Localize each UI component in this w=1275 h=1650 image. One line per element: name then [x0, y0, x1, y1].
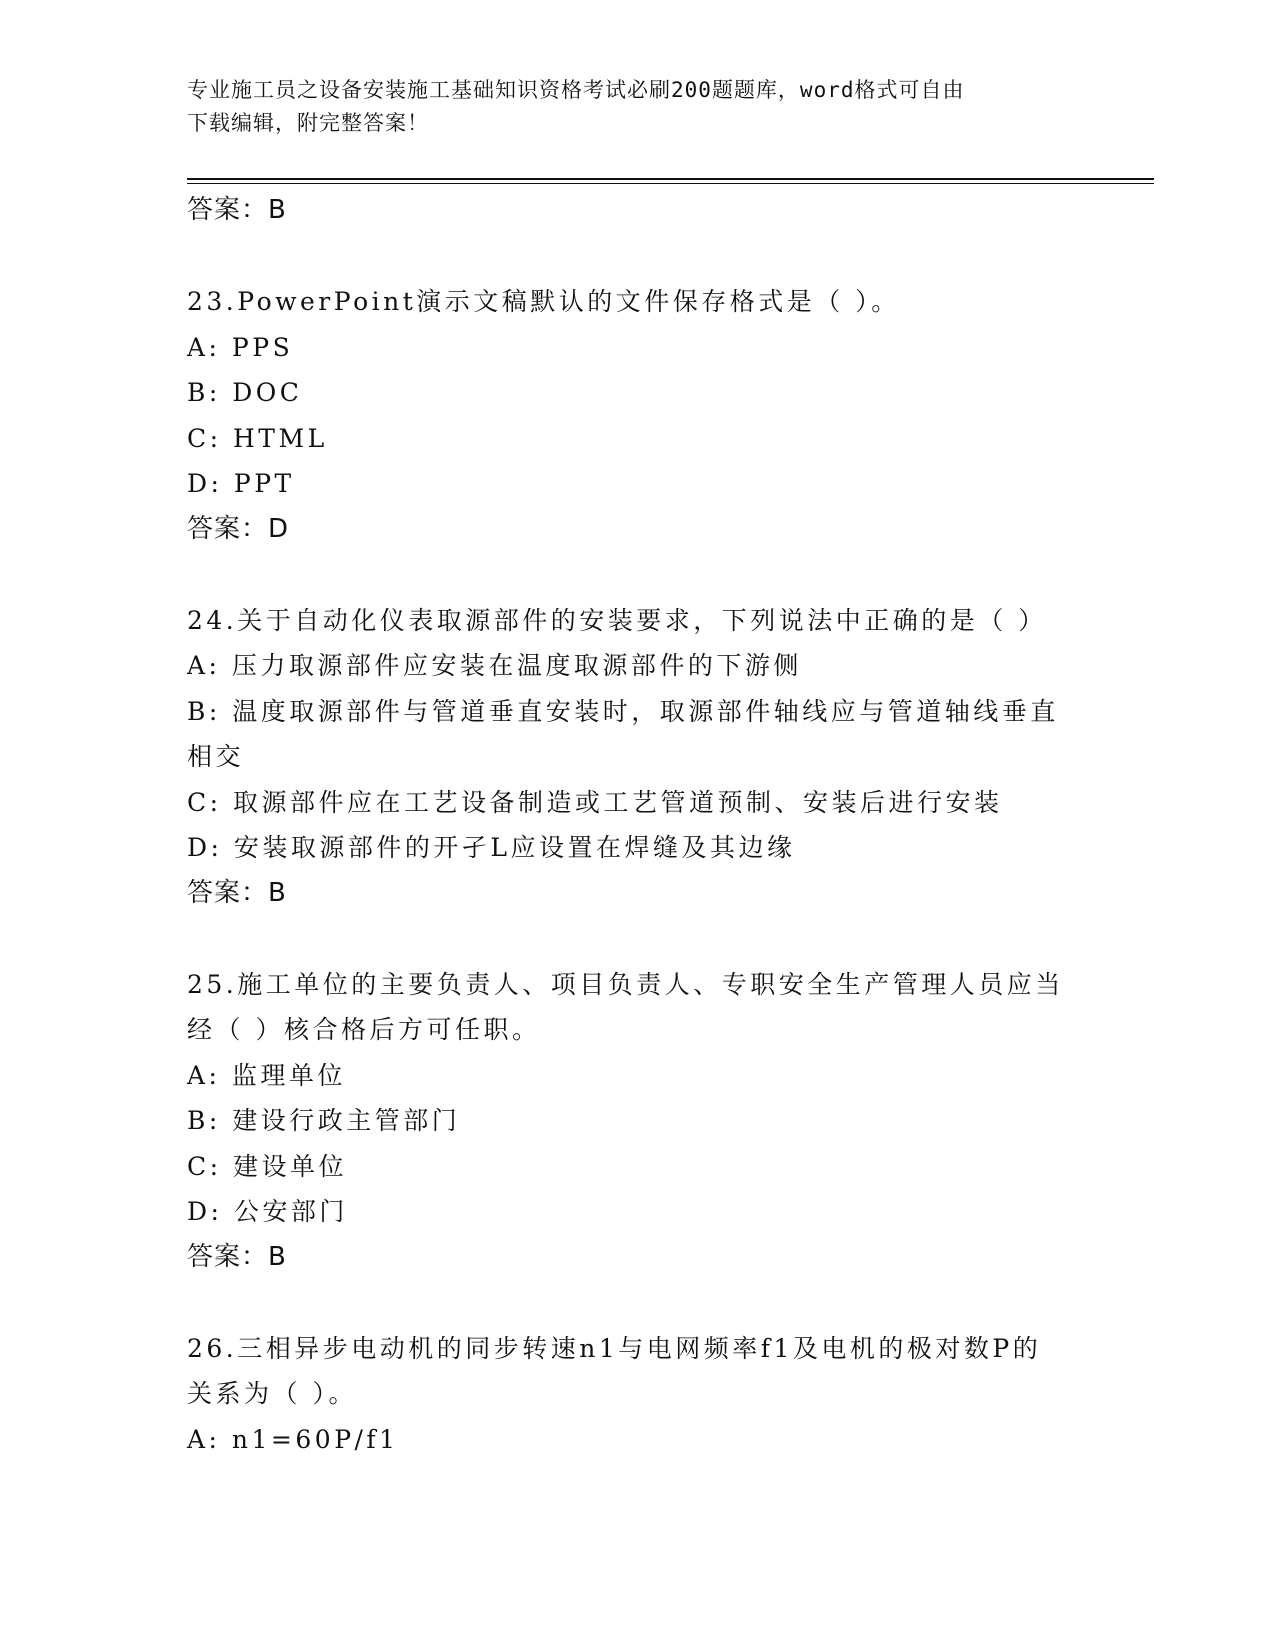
question-text-line: 经（ ）核合格后方可任职。	[187, 1015, 541, 1044]
block-spacer	[187, 915, 1087, 962]
answer-option: A: 监理单位	[187, 1060, 346, 1090]
answer-line: 答案：D	[187, 513, 290, 544]
header-line-1: 专业施工员之设备安装施工基础知识资格考试必刷200题题库，word格式可自由	[187, 78, 965, 102]
block-spacer	[187, 551, 1087, 598]
question-stem: 24.关于自动化仪表取源部件的安装要求，下列说法中正确的是（ ）	[187, 605, 1047, 635]
answer-option: C: 取源部件应在工艺设备制造或工艺管道预制、安装后进行安装	[187, 787, 1003, 817]
question-list	[187, 188, 1087, 1462]
answer-line: 答案：B	[187, 195, 287, 225]
document-header	[187, 74, 1087, 140]
answer-option: A: PPS	[187, 332, 294, 362]
answer-option: C: 建设单位	[187, 1151, 347, 1181]
answer-option: D: 安装取源部件的开孑L应设置在焊缝及其边缘	[187, 833, 796, 862]
answer-option: B: DOC	[187, 378, 303, 407]
answer-line: 答案：B	[187, 1241, 287, 1272]
answer-option: D: PPT	[187, 469, 295, 498]
answer-line: 答案：B	[187, 877, 287, 908]
answer-option: A: n1=60P/f1	[187, 1424, 399, 1454]
block-spacer	[187, 1279, 1087, 1326]
header-line-2: 下载编辑，附完整答案！	[187, 111, 429, 135]
header-divider-thin	[187, 183, 1154, 184]
question-text-line: 关系为（ ）。	[187, 1379, 357, 1408]
answer-option: A: 压力取源部件应安装在温度取源部件的下游侧	[187, 651, 802, 680]
block-spacer	[187, 232, 1087, 279]
question-stem: 26.三相异步电动机的同步转速n1与电网频率f1及电机的极对数P的	[187, 1333, 1042, 1363]
answer-option: B: 温度取源部件与管道垂直安装时，取源部件轴线应与管道轴线垂直	[187, 696, 1059, 726]
answer-option: D: 公安部门	[187, 1197, 348, 1226]
answer-option: C: HTML	[187, 423, 328, 453]
question-stem: 25.施工单位的主要负责人、项目负责人、专职安全生产管理人员应当	[187, 969, 1064, 999]
question-stem: 23.PowerPoint演示文稿默认的文件保存格式是（ ）。	[187, 287, 900, 316]
header-divider-thick	[187, 178, 1154, 180]
question-text-line: 相交	[187, 742, 245, 771]
answer-option: B: 建设行政主管部门	[187, 1106, 461, 1135]
